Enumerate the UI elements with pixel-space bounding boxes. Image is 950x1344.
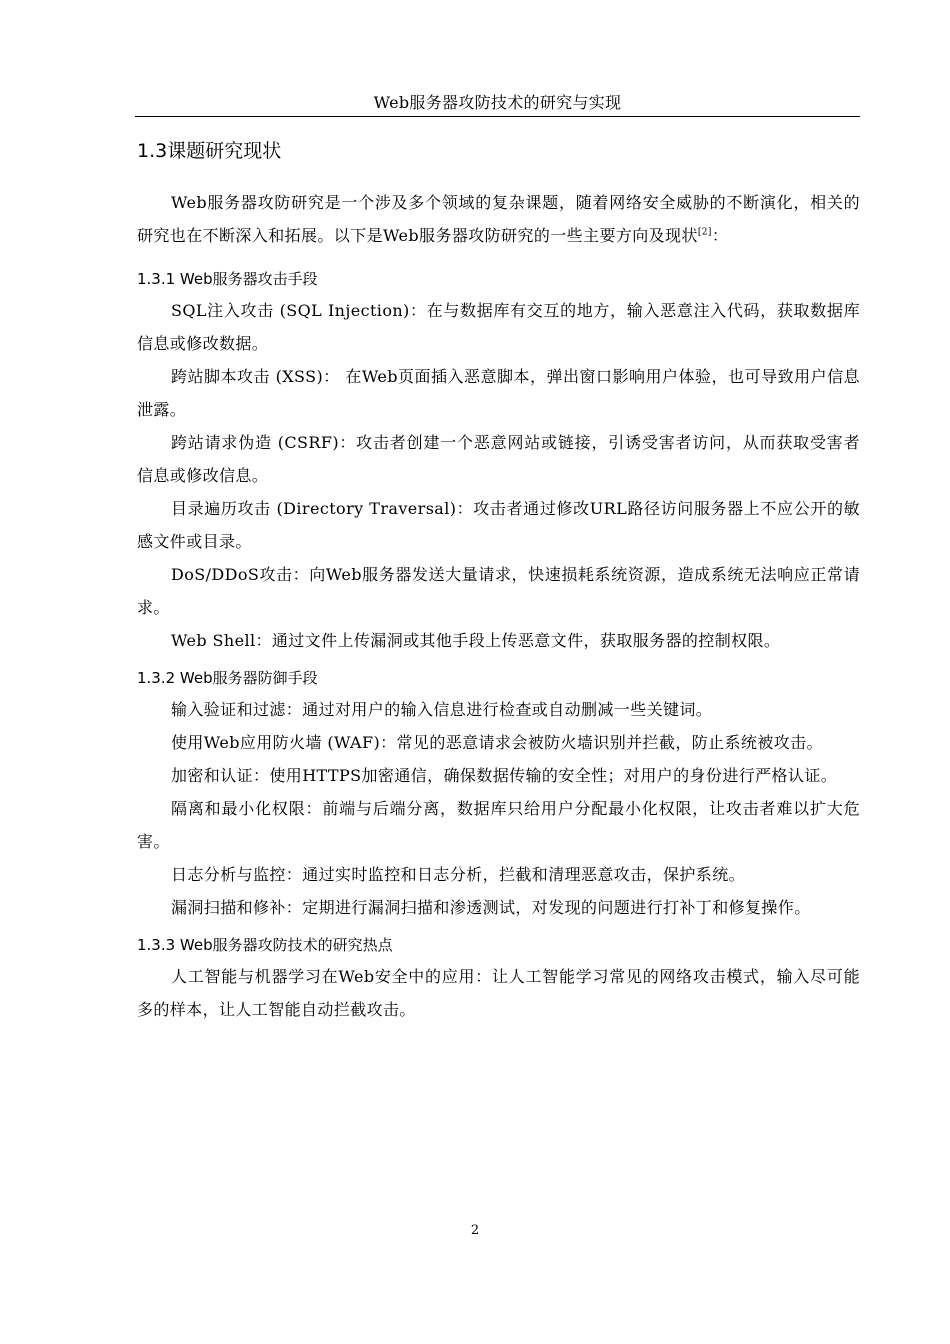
- paragraph-isolation: 隔离和最小化权限：前端与后端分离，数据库只给用户分配最小化权限，让攻击者难以扩大危害。: [137, 799, 860, 851]
- subsection-title-research: 1.3.3 Web服务器攻防技术的研究热点: [137, 936, 393, 954]
- page-number: 2: [470, 1223, 480, 1238]
- paragraph-waf: 使用Web应用防火墙 (WAF)：常见的恶意请求会被防火墙识别并拦截，防止系统被攻击。: [171, 733, 823, 752]
- header-rule: [135, 116, 860, 117]
- paragraph-vuln-scanning: 漏洞扫描和修补：定期进行漏洞扫描和渗透测试，对发现的问题进行打补丁和修复操作。: [171, 898, 811, 917]
- paragraph-xss: 跨站脚本攻击 (XSS)： 在Web页面插入恶意脚本，弹出窗口影响用户体验，也可导致用户信息泄露。: [137, 367, 860, 419]
- running-header: Web服务器攻防技术的研究与实现: [373, 93, 622, 112]
- subsection-title-attack: 1.3.1 Web服务器攻击手段: [137, 270, 318, 288]
- paragraph-encryption: 加密和认证：使用HTTPS加密通信，确保数据传输的安全性；对用户的身份进行严格认证。: [171, 766, 838, 785]
- paragraph-directory-traversal: 目录遍历攻击 (Directory Traversal)：攻击者通过修改URL路径访问服务器上不应公开的敏感文件或目录。: [137, 499, 860, 551]
- paragraph-input-validation: 输入验证和过滤：通过对用户的输入信息进行检查或自动删减一些关键词。: [171, 700, 713, 719]
- section-title: 1.3课题研究现状: [137, 140, 282, 162]
- paragraph-csrf: 跨站请求伪造 (CSRF)：攻击者创建一个恶意网站或链接，引诱受害者访问，从而获取受害者信息或修改信息。: [137, 433, 860, 485]
- intro-paragraph: [137, 186, 860, 252]
- intro-tail: ：: [711, 226, 729, 245]
- paragraph-web-shell: Web Shell：通过文件上传漏洞或其他手段上传恶意文件，获取服务器的控制权限。: [171, 631, 781, 650]
- paragraph-sql-injection: SQL注入攻击 (SQL Injection)：在与数据库有交互的地方，输入恶意注入代码，获取数据库信息或修改数据。: [137, 301, 860, 353]
- paragraph-dos-ddos: DoS/DDoS攻击：向Web服务器发送大量请求，快速损耗系统资源，造成系统无法响应正常请求。: [137, 565, 860, 617]
- intro-text: Web服务器攻防研究是一个涉及多个领域的复杂课题，随着网络安全威胁的不断演化，相关的研究也在不断深入和拓展。以下是Web服务器攻防研究的一些主要方向及现状: [137, 193, 860, 245]
- citation-ref: [2]: [697, 227, 712, 238]
- paragraph-log-monitoring: 日志分析与监控：通过实时监控和日志分析，拦截和清理恶意攻击，保护系统。: [171, 865, 746, 884]
- page-content: [137, 136, 860, 1026]
- subsection-title-defense: 1.3.2 Web服务器防御手段: [137, 669, 318, 687]
- paragraph-ai-ml: 人工智能与机器学习在Web安全中的应用：让人工智能学习常见的网络攻击模式，输入尽可能多的样本，让人工智能自动拦截攻击。: [137, 967, 860, 1019]
